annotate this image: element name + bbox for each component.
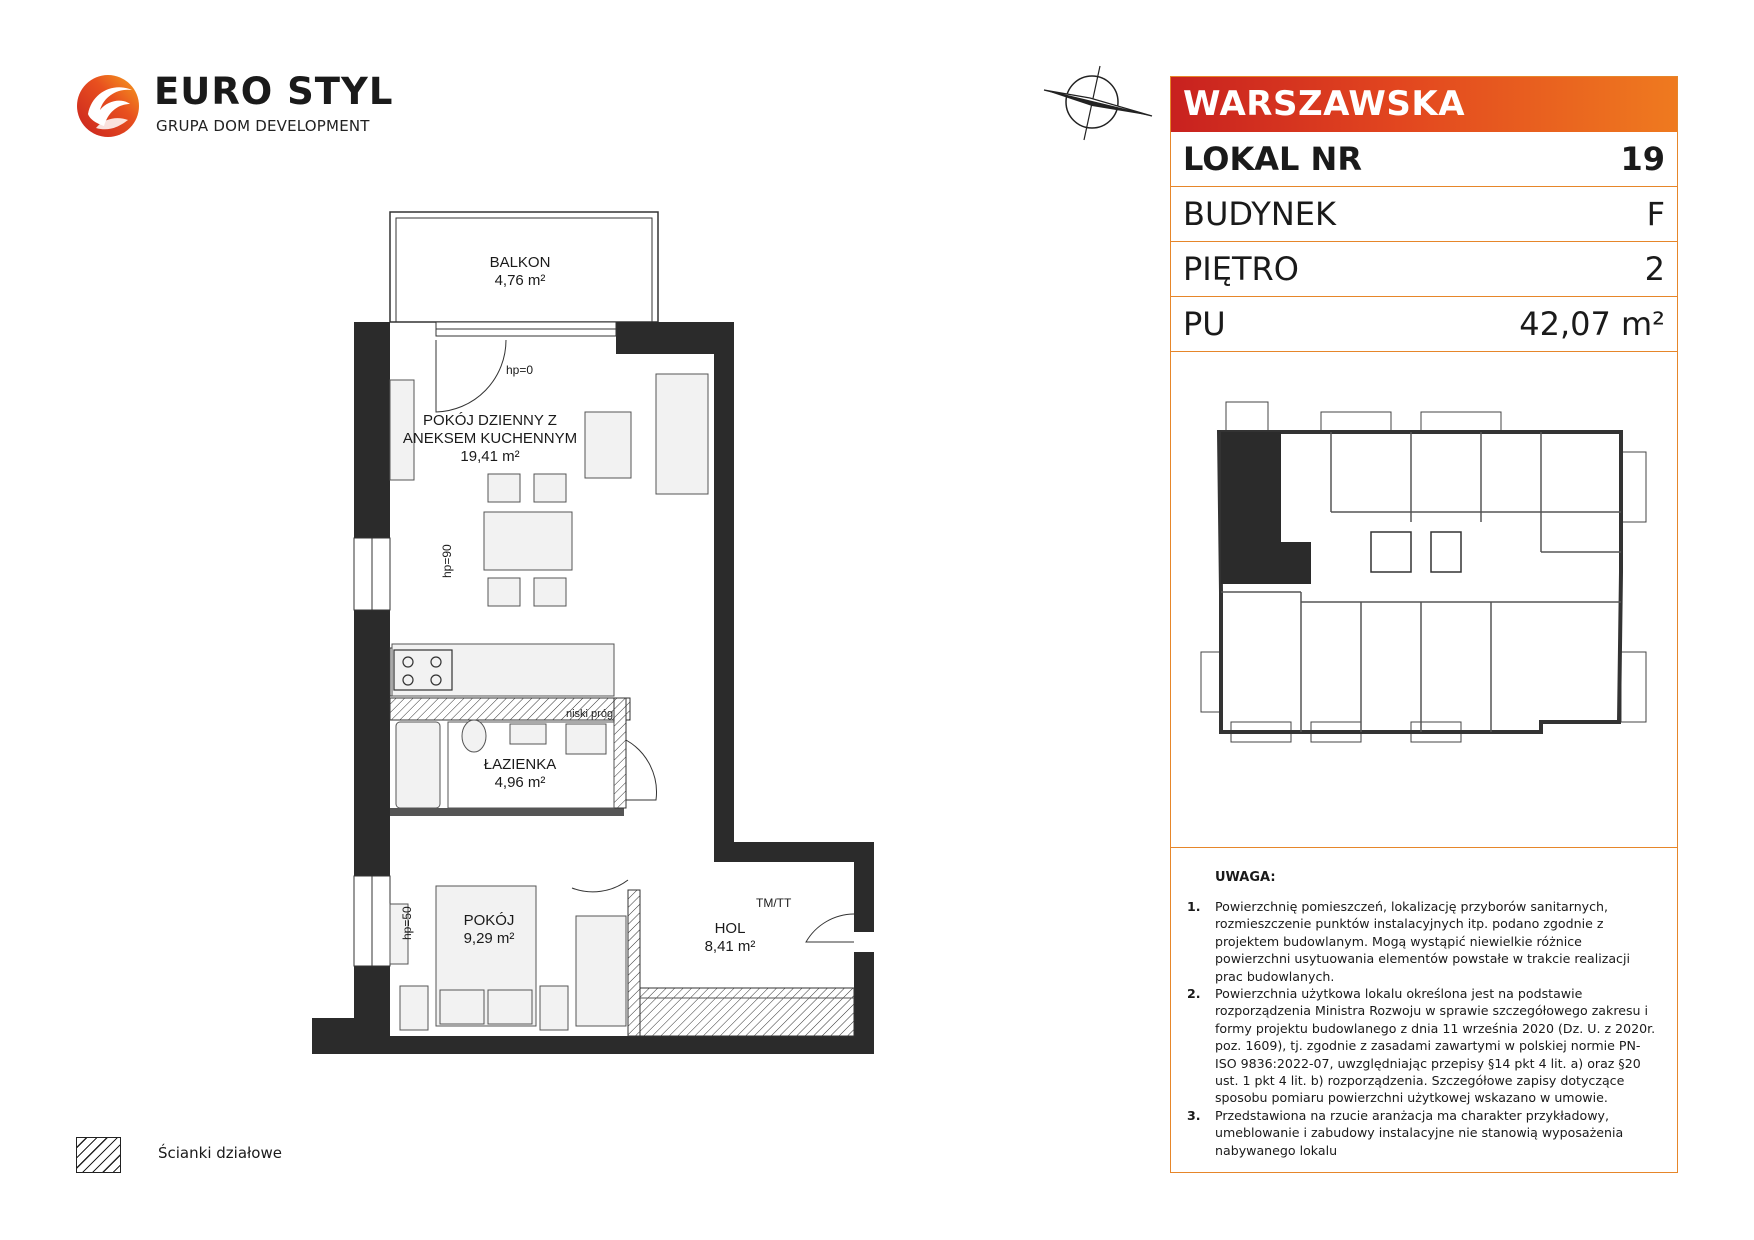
note-text: Powierzchnia użytkowa lokalu określona jest na podstawie rozporządzenia Ministra Rozwoju w sprawie szczegółowego zakresu i formy projektu budowlanego z dnia 11 września 2020 (Dz. U. z 2020r. poz. 1609), tj. zgodnie z zasadami zawartymi w polskiej normie PN-ISO 9836:2022-07, uwzględniając przepisy §14 pkt 4 lit. a) oraz §20 ust. 1 pkt 4 lit. b) rozporządzenia. Szczegółowe zapisy dotyczące sposobu pomiaru powierzchni użytkowej wskazano w umowie. <box>1215 986 1656 1106</box>
room-area: 4,96 m² <box>494 774 546 791</box>
room-bedroom <box>444 912 534 948</box>
investment-title: WARSZAWSKA <box>1171 77 1677 132</box>
room-area: 4,76 m² <box>494 272 546 289</box>
building-key-plan <box>1171 352 1677 848</box>
room-balkon <box>460 254 580 290</box>
room-name: BALKON <box>489 254 551 271</box>
info-label: LOKAL NR <box>1183 140 1362 178</box>
company-logo <box>74 68 394 148</box>
note-item <box>1187 985 1657 1107</box>
room-name: ŁAZIENKA <box>483 756 557 773</box>
info-value: 42,07 m² <box>1519 305 1665 343</box>
info-value: F <box>1646 195 1665 233</box>
room-area: 19,41 m² <box>460 448 520 465</box>
low-threshold-label: niski próg <box>566 708 614 720</box>
note-item <box>1187 1107 1657 1159</box>
room-name: POKÓJ <box>463 912 515 929</box>
window-sill-height-label: hp=90 <box>440 544 454 578</box>
room-area: 9,29 m² <box>463 930 515 947</box>
notes-section <box>1171 848 1677 1172</box>
room-area: 8,41 m² <box>704 938 756 955</box>
note-text: Powierzchnię pomieszczeń, lokalizację przyborów sanitarnych, rozmieszczenie punktów instalacyjnych itp. podano zgodnie z projektem budowlanym. Mogą wystąpić niewielkie różnice powierzchni usytuowania elementów powstałe w trakcie realizacji prac budowlanych. <box>1215 899 1630 984</box>
info-row-area <box>1171 297 1677 352</box>
info-row-unit-number <box>1171 132 1677 187</box>
room-name: POKÓJ DZIENNY Z <box>423 412 557 429</box>
notes-heading: UWAGA: <box>1215 870 1276 885</box>
info-label: PU <box>1183 305 1226 343</box>
utility-label: TM/TT <box>756 896 792 910</box>
info-row-floor <box>1171 242 1677 297</box>
apartment-floor-plan <box>300 200 880 1080</box>
note-text: Przedstawiona na rzucie aranżacja ma charakter przykładowy, umeblowanie i zabudowy instalacyjne nie stanowią wyposażenia nabywanego lokalu <box>1215 1107 1624 1158</box>
room-living <box>400 412 580 466</box>
info-label: PIĘTRO <box>1183 250 1299 288</box>
room-bathroom <box>470 756 570 792</box>
unit-info-panel <box>1170 76 1678 1173</box>
info-label: BUDYNEK <box>1183 195 1336 233</box>
room-name: HOL <box>714 920 746 937</box>
info-value: 2 <box>1644 250 1665 288</box>
note-item <box>1187 898 1657 985</box>
info-row-building <box>1171 187 1677 242</box>
note-number: 3. <box>1187 1107 1201 1123</box>
north-arrow-icon <box>1040 64 1160 144</box>
brand-name: EURO STYL <box>154 70 394 113</box>
room-hall <box>690 920 770 956</box>
logo-flame-icon <box>74 70 142 142</box>
partition-wall-swatch <box>76 1137 121 1173</box>
brand-tagline: GRUPA DOM DEVELOPMENT <box>156 117 370 135</box>
legend-label: Ścianki działowe <box>158 1144 282 1162</box>
room-name-2: ANEKSEM KUCHENNYM <box>402 430 578 447</box>
info-value: 19 <box>1620 140 1665 178</box>
window-sill-height-label: hp=50 <box>400 906 414 940</box>
threshold-height-label: hp=0 <box>506 363 534 377</box>
notes-list <box>1187 898 1657 1159</box>
note-number: 2. <box>1187 986 1201 1002</box>
note-number: 1. <box>1187 899 1201 914</box>
